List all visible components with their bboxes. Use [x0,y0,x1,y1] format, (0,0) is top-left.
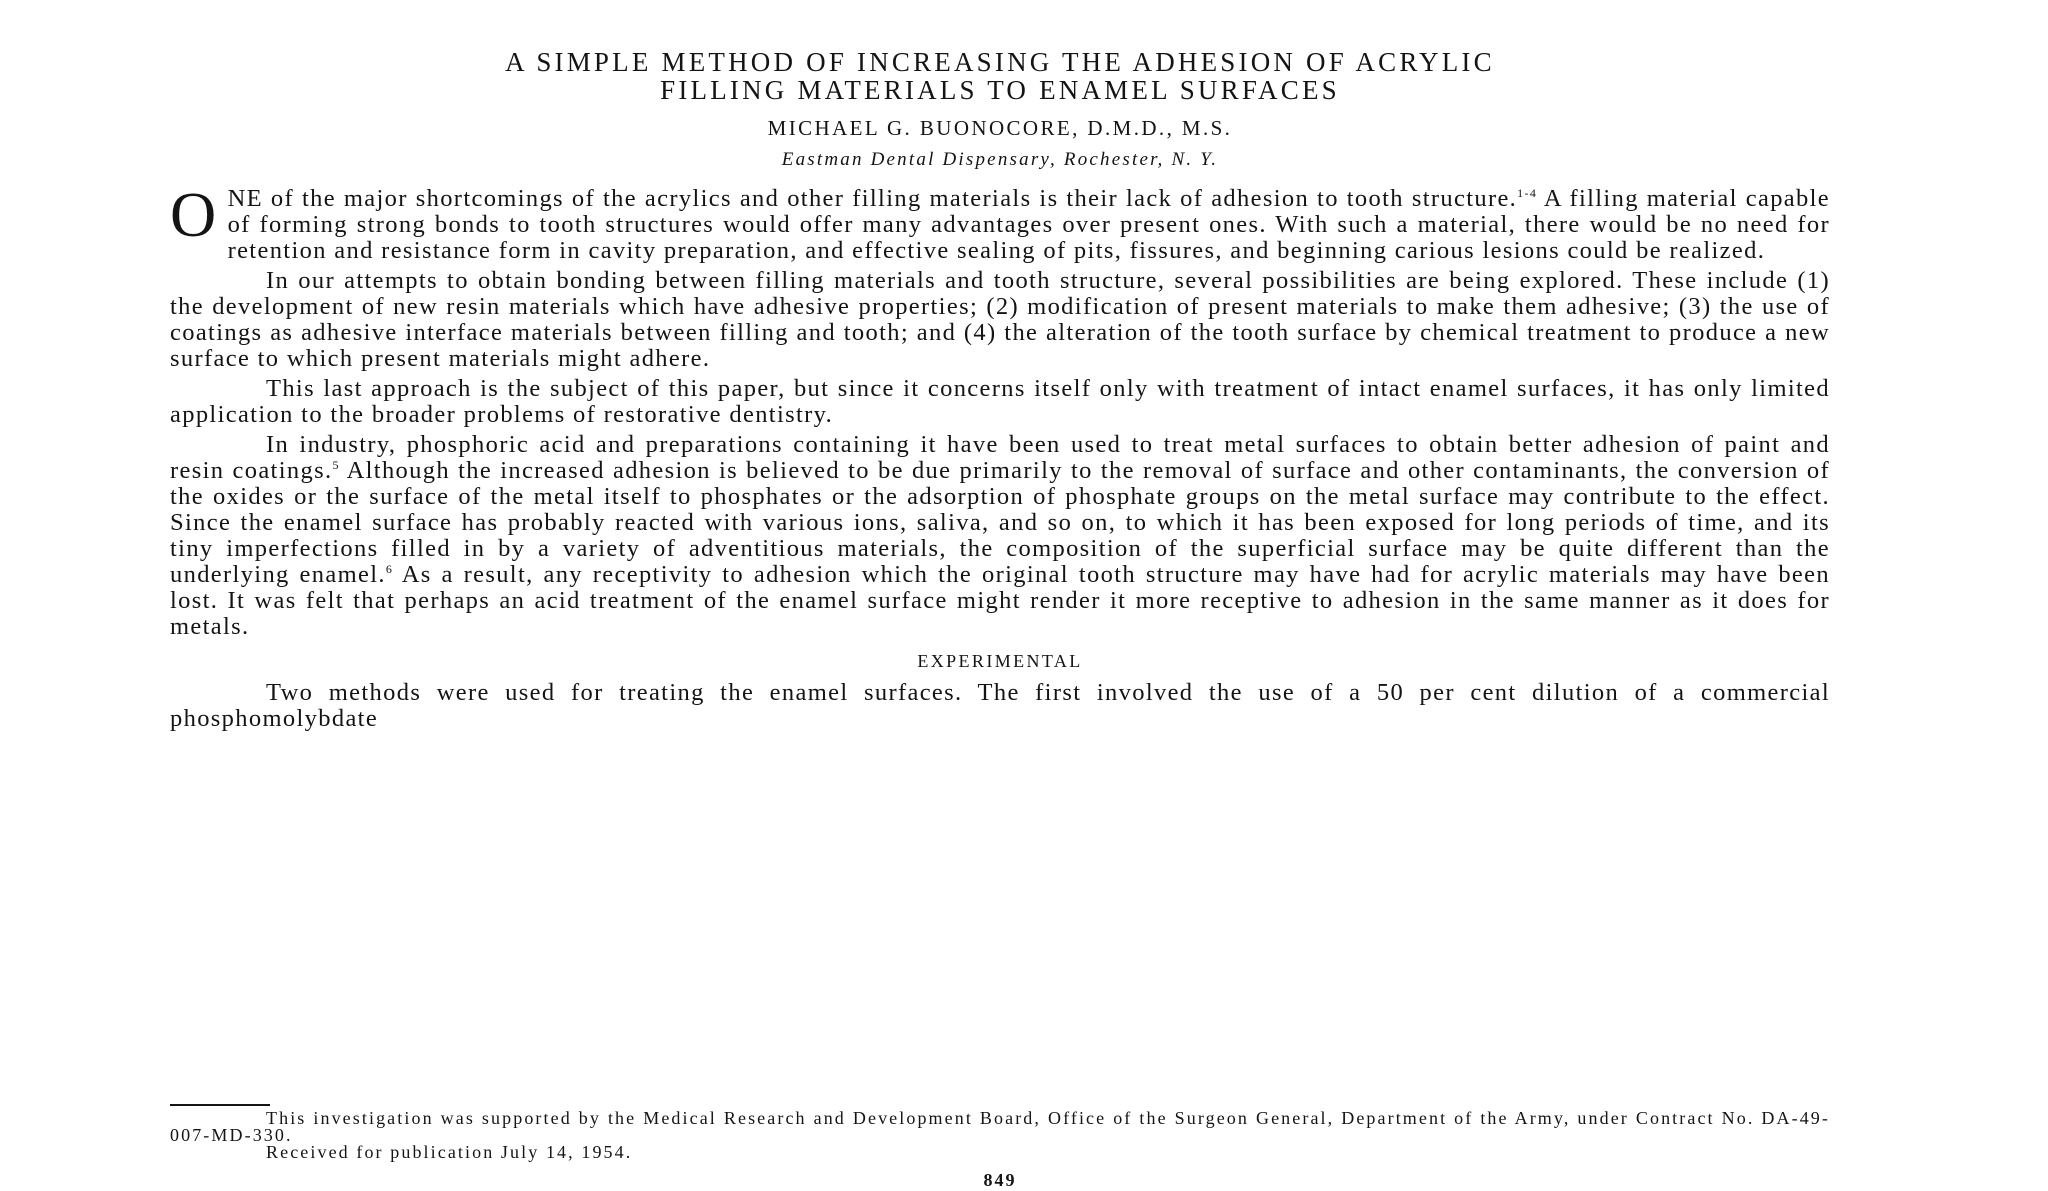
page-number: 849 [983,1170,1017,1190]
author-name: MICHAEL G. BUONOCORE, D.M.D., M.S. [767,116,1233,140]
article-title [170,48,1830,104]
paragraph-2: In our attempts to obtain bonding between filling materials and tooth structure, several possibilities are being explored. These include (1) the development of new resin materials which have adhesive properties; (2) modification of present materials to make them adhesive; (3) the use of coatings as adhesive interface materials between filling and tooth; and (4) the alteration of the tooth surface by chemical treatment to produce a new surface to which present materials might adhere. [170,267,1830,372]
drop-cap: O [170,179,218,250]
journal-page [170,47,1831,1190]
article-body [170,179,1831,732]
paragraph-1-text-b: A filling material capable of forming strong bonds to tooth structures would offer many advantages over present ones. With such a material, there would be no need for retention and resistance form in cavity preparation, and effective sealing of pits, fissures, and beginning carious lesions could be realized. [227,185,1831,264]
footnote-rule [170,1104,270,1106]
section-heading-experimental: EXPERIMENTAL [917,651,1083,671]
paragraph-4-text-a: In industry, phosphoric acid and preparations containing it have been used to treat metal surfaces to obtain better adhesion of paint and resin coatings. [170,431,1830,484]
footnote-received: Received for publication July 14, 1954. [266,1142,633,1162]
paragraph-4-text-c: As a result, any receptivity to adhesion which the original tooth structure may have had for acrylic materials may have been lost. It was felt that perhaps an acid treatment of the enamel surface might render it more receptive to adhesion in the same manner as it does for metals. [170,561,1830,640]
paragraph-1-text-a: NE of the major shortcomings of the acrylics and other filling materials is their lack of adhesion to tooth structure. [227,185,1518,212]
title-line-2: FILLING MATERIALS TO ENAMEL SURFACES [660,75,1340,105]
paragraph-4-text-b: Although the increased adhesion is believed to be due primarily to the removal of surface and other contaminants, the conversion of the oxides or the surface of the metal itself to phosphates or the adsorption of phosphate groups on the metal surface may contribute to the effect. Since the enamel surface has probably reacted with various ions, saliva, and so on, to which it has been exposed for long periods of time, and its tiny imperfections filled in by a variety of adventitious materials, the composition of the superficial surface may be quite different than the underlying enamel. [170,457,1830,588]
paragraph-1 [170,179,1831,264]
footnote [170,1110,1830,1161]
reference-marker: 6 [385,561,394,576]
paragraph-3: This last approach is the subject of this paper, but since it concerns itself only with treatment of intact enamel surfaces, it has only limited application to the broader problems of restorative dentistry. [170,375,1830,428]
author-affiliation: Eastman Dental Dispensary, Rochester, N. Y. [781,149,1219,170]
footnote-support: This investigation was supported by the Medical Research and Development Board, Office of the Surgeon General, Department of the Army, under Contract No. DA-49-007-MD-330. [170,1108,1830,1145]
paragraph-4 [170,432,1830,640]
paragraph-5: Two methods were used for treating the enamel surfaces. The first involved the use of a 50 per cent dilution of a commercial phosphomolybdate [170,679,1830,732]
reference-marker: 1-4 [1517,185,1538,200]
title-line-1: A SIMPLE METHOD OF INCREASING THE ADHESION OF ACRYLIC [505,47,1495,77]
reference-marker: 5 [332,457,340,472]
